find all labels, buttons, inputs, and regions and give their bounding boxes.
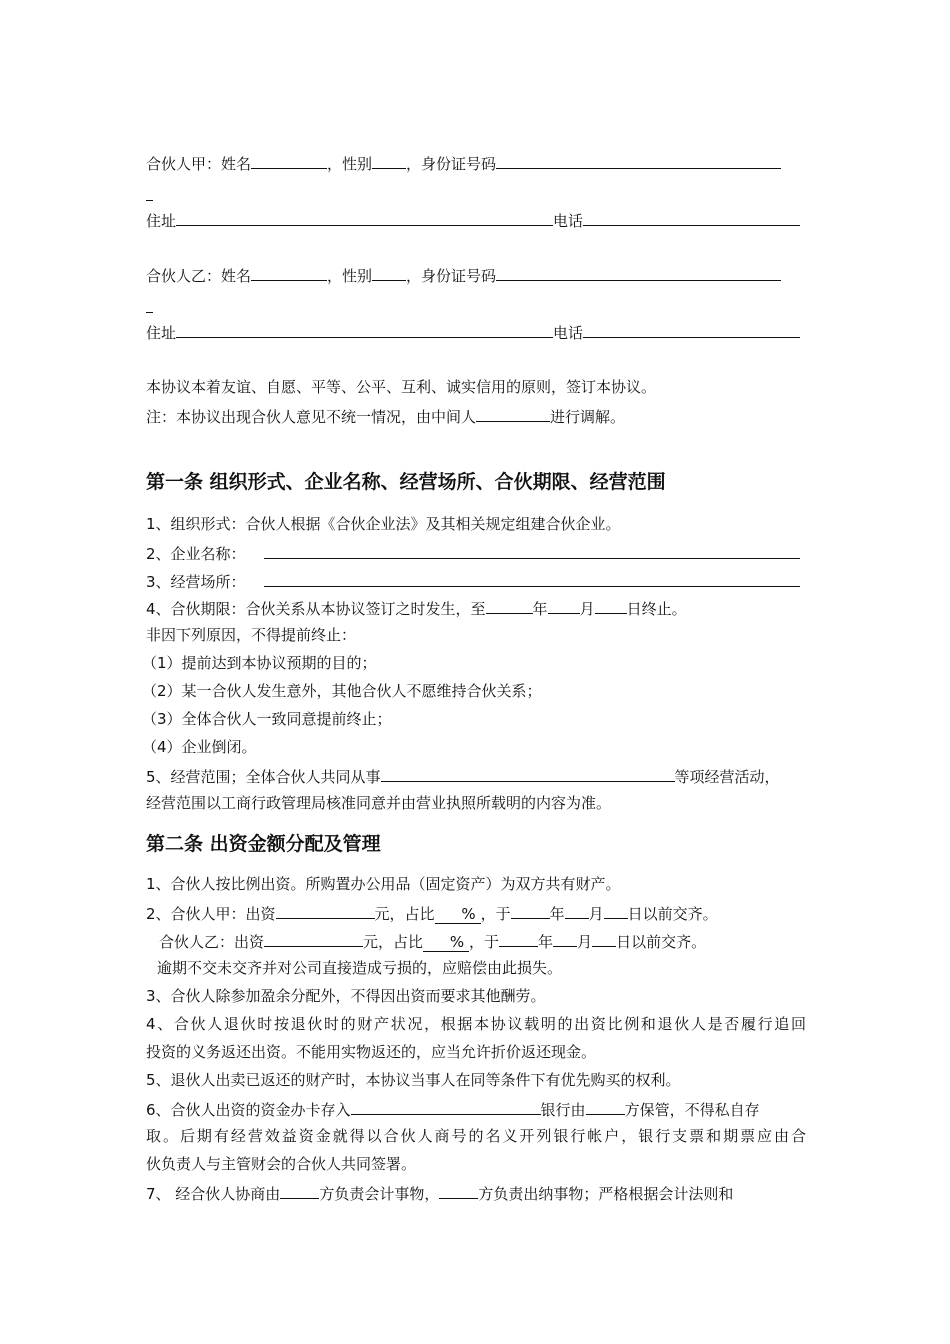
article2-item2-a	[146, 902, 718, 924]
partner-a-month-blank[interactable]	[565, 902, 589, 919]
custodian-blank[interactable]	[586, 1098, 625, 1115]
custody-suffix: 方保管，不得私自存	[624, 1101, 760, 1119]
accounting-label: 7、 经合伙人协商由	[146, 1185, 281, 1203]
partner-b-day-blank[interactable]	[592, 930, 616, 947]
reason-item: （2）某一合伙人发生意外，其他合伙人不愿维持合伙关系；	[142, 682, 542, 700]
gender-label: ，性别	[327, 155, 373, 173]
article2-item4-line1: 4、合伙人退伙时按退伙时的财产状况，根据本协议载明的出资比例和退伙人是否履行追回	[146, 1015, 806, 1033]
note-prefix: 注：本协议出现合伙人意见不统一情况，由中间人	[146, 408, 477, 426]
mediator-blank[interactable]	[476, 405, 550, 422]
article2-item3: 3、合伙人除参加盈余分配外，不得因出资而要求其他酬劳。	[146, 987, 546, 1005]
article2-item1: 1、合伙人按比例出资。所购置办公用品（固定资产）为双方共有财产。	[146, 875, 621, 893]
premises-blank[interactable]	[264, 570, 800, 587]
article1-title: 第一条 组织形式、企业名称、经营场所、合伙期限、经营范围	[146, 471, 666, 493]
partner-a-name-blank[interactable]	[251, 152, 327, 169]
cashier-party-blank[interactable]	[439, 1182, 478, 1199]
reason-item: （3）全体合伙人一致同意提前终止；	[142, 710, 392, 728]
article1-item2	[146, 542, 800, 564]
article1-item1: 1、组织形式：合伙人根据《合伙企业法》及其相关规定组建合伙企业。	[146, 515, 621, 533]
yu-label: ，于	[480, 905, 511, 923]
term-day-blank[interactable]	[595, 597, 627, 614]
partner-a-line	[146, 152, 781, 174]
partner-b-month-blank[interactable]	[553, 930, 577, 947]
address-label: 住址	[146, 212, 177, 230]
partner-a-year-blank[interactable]	[511, 902, 550, 919]
gender-label: ，性别	[327, 267, 373, 285]
day-end-label: 日终止。	[626, 600, 687, 618]
article2-item7	[146, 1182, 733, 1204]
article1-item5	[146, 765, 780, 787]
no-early-termination: 非因下列原因，不得提前终止：	[146, 626, 357, 644]
month-label: 月	[579, 600, 595, 618]
partner-b-address-blank[interactable]	[176, 321, 553, 338]
partner-b-line	[146, 264, 781, 286]
deposit-label: 6、合伙人出资的资金办卡存入	[146, 1101, 351, 1119]
partner-b-amount-blank[interactable]	[264, 930, 363, 947]
article2-title: 第二条 出资金额分配及管理	[146, 833, 381, 855]
reason-item: （1）提前达到本协议预期的目的；	[142, 654, 377, 672]
term-month-blank[interactable]	[548, 597, 580, 614]
partner-b-gender-blank[interactable]	[372, 264, 406, 281]
month-label: 月	[577, 933, 593, 951]
partner-a-ratio-blank[interactable]	[435, 906, 481, 924]
id-label: ，身份证号码	[406, 155, 497, 173]
partner-b-phone-blank[interactable]	[583, 321, 800, 338]
partner-a-phone-blank[interactable]	[583, 209, 800, 226]
partner-a-amount-blank[interactable]	[276, 902, 375, 919]
article1-item4	[146, 597, 687, 619]
month-label: 月	[588, 905, 604, 923]
address-label: 住址	[146, 324, 177, 342]
percent-sign: %	[461, 905, 476, 923]
yu-label: ，于	[469, 933, 500, 951]
partner-b-ratio-blank[interactable]	[423, 934, 469, 952]
reason-item: （4）企业倒闭。	[142, 738, 257, 756]
mediator-note	[146, 405, 625, 427]
day-before-label: 日以前交齐。	[616, 933, 707, 951]
principle-text: 本协议本着友谊、自愿、平等、公平、互利、诚实信用的原则，签订本协议。	[146, 378, 657, 396]
bank-name-blank[interactable]	[351, 1098, 541, 1115]
partner-a-id-blank[interactable]	[496, 152, 781, 169]
id-label: ，身份证号码	[406, 267, 497, 285]
yuan-ratio-label: 元，占比	[363, 933, 424, 951]
accountant-party-blank[interactable]	[280, 1182, 319, 1199]
term-year-blank[interactable]	[486, 597, 533, 614]
phone-label: 电话	[553, 324, 584, 342]
partner-a-address-blank[interactable]	[176, 209, 553, 226]
partner-a-gender-blank[interactable]	[372, 152, 406, 169]
partner-a-day-blank[interactable]	[604, 902, 628, 919]
note-suffix: 进行调解。	[550, 408, 626, 426]
partner-b-id-blank[interactable]	[496, 264, 781, 281]
partner-b-name-blank[interactable]	[251, 264, 327, 281]
partner-a-name-label: 合伙人甲：姓名	[146, 155, 252, 173]
partner-b-invest-label: 合伙人乙：出资	[159, 933, 265, 951]
day-before-label: 日以前交齐。	[627, 905, 718, 923]
line-wrap-dash	[146, 200, 153, 201]
company-name-blank[interactable]	[264, 542, 800, 559]
partner-b-address-line	[146, 321, 800, 343]
company-name-label: 2、企业名称：	[146, 545, 246, 563]
year-label: 年	[532, 600, 548, 618]
accounting-mid: 方负责会计事物，	[319, 1185, 440, 1203]
scope-suffix: 等项经营活动，	[674, 768, 780, 786]
article2-item6	[146, 1098, 760, 1120]
partner-a-invest-label: 2、合伙人甲：出资	[146, 905, 276, 923]
article2-item6-line2: 取。后期有经营效益资金就得以合伙人商号的名义开列银行帐户，银行支票和期票应由合	[146, 1127, 806, 1145]
scope-label: 5、经营范围；全体合伙人共同从事	[146, 768, 381, 786]
scope-blank[interactable]	[381, 765, 675, 782]
accounting-suffix: 方负责出纳事物；严格根据会计法则和	[478, 1185, 734, 1203]
partner-a-address-line	[146, 209, 800, 231]
article2-item4-line2: 投资的义务返还出资。不能用实物返还的，应当允许折价返还现金。	[146, 1043, 597, 1061]
premises-label: 3、经营场所：	[146, 573, 246, 591]
article2-item6-line3: 伙负责人与主管财会的合伙人共同签署。	[146, 1155, 417, 1173]
year-label: 年	[549, 905, 565, 923]
term-label: 4、合伙期限：合伙关系从本协议签订之时发生，至	[146, 600, 486, 618]
overdue-text: 逾期不交未交齐并对公司直接造成亏损的，应赔偿由此损失。	[157, 959, 563, 977]
article1-item3	[146, 570, 800, 592]
partner-b-year-blank[interactable]	[499, 930, 538, 947]
bank-by-label: 银行由	[540, 1101, 586, 1119]
line-wrap-dash	[146, 312, 153, 313]
phone-label: 电话	[553, 212, 584, 230]
percent-sign: %	[449, 933, 465, 951]
article2-item2-b	[159, 930, 706, 952]
partner-b-name-label: 合伙人乙：姓名	[146, 267, 252, 285]
article2-item5: 5、退伙人出卖已返还的财产时，本协议当事人在同等条件下有优先购买的权利。	[146, 1071, 681, 1089]
yuan-ratio-label: 元，占比	[374, 905, 435, 923]
year-label: 年	[538, 933, 554, 951]
article1-item5-cont: 经营范围以工商行政管理局核准同意并由营业执照所载明的内容为准。	[146, 794, 612, 812]
